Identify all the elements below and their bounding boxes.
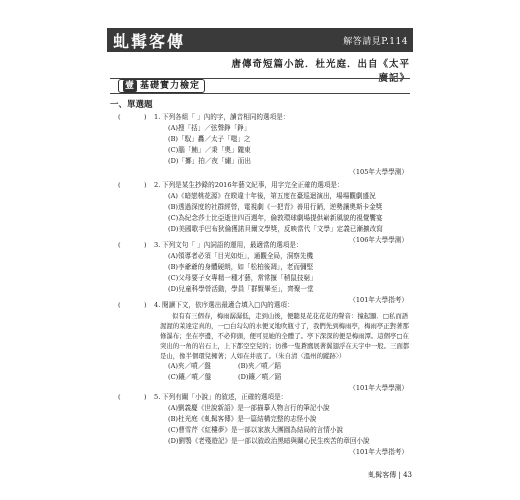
answer-paren-close: ) (144, 393, 147, 401)
question-number: 1. (154, 113, 161, 121)
question-source: （101年大學學測） (349, 384, 408, 392)
section-badge (118, 79, 205, 93)
question-stem: 下列有關「小說」的敘述，正確的選項是： (162, 393, 288, 401)
answer-paren-open: ( (118, 393, 121, 401)
section-number: 壹 (125, 81, 136, 91)
option-row (168, 372, 410, 383)
answer-paren-open: ( (118, 181, 121, 189)
question-5 (110, 392, 410, 458)
question-3 (110, 240, 410, 306)
option-a: (A)夾／噴／盤 (168, 362, 211, 370)
answer-reference: 解答請見P.114 (343, 37, 408, 47)
option-b: (B)李爺爺的身體硬朗，如「松柏後凋」，老而彌堅 (168, 263, 314, 271)
question-2 (110, 180, 410, 246)
option-d: (D)劉鶚《老殘遊記》是一部以敘政治黑暗與關心民生疾苦的章回小說 (168, 437, 370, 445)
question-stem: 下列是某生抄錄的2016年藝文紀事，用字完全正確的選項是： (162, 181, 344, 189)
option-c: (C)父母要子女專精一種才藝，常常揠「稍鼠技窮」 (168, 274, 317, 282)
option-d: (D)美國歌手巴布狄倫獲諾貝爾文學獎，反映當代「文學」定義已漸擴改寫 (168, 225, 383, 233)
option-b: (B)夾／噴／蹈 (238, 362, 281, 370)
question-4 (110, 300, 410, 394)
section-header (110, 78, 410, 94)
option-c: (C)腦「鮪」／秉「奧」隴東 (168, 146, 251, 154)
question-source: （106年大學學測） (349, 236, 408, 244)
option-b: (B)杜光庭《虬髯客傳》是一篇結構完整的志怪小說 (168, 415, 317, 423)
option-a: (A)劉義慶《世說新語》是一部描摹人物言行的筆記小說 (168, 404, 330, 412)
question-stem: 下列文句「 」內詞語的運用，最適當的選項是： (162, 241, 303, 249)
answer-paren-close: ) (144, 113, 147, 121)
option-d: (D)鑲／噴／蹈 (238, 373, 282, 381)
question-1 (110, 112, 410, 178)
option-a: (A)《暗戀桃花源》在睽違十年後，第五度在臺巡迴演出，場場觀劇盛況 (168, 192, 376, 200)
question-stem: 下列各組「 」內的字，讀音相同的選項是： (162, 113, 290, 121)
group-title: 一、單選題 (110, 100, 153, 110)
question-source: （105年大學學測） (349, 168, 408, 176)
option-c: (C)鑲／噴／盤 (168, 373, 212, 381)
answer-paren-close: ) (144, 241, 147, 249)
question-number: 3. (154, 241, 161, 249)
option-b: (B)透過深度的社群經營，電視劇《一把青》善用行銷，逆勢讓奧斯卡金獎 (168, 203, 383, 211)
answer-paren-open: ( (118, 301, 121, 309)
title-banner (107, 28, 413, 52)
question-number: 2. (154, 181, 161, 189)
section-label: 基礎實力檢定 (140, 81, 201, 91)
option-a: (A)領導者必須「目光如炬」，通觀全局，洞察先機 (168, 252, 314, 260)
option-c: (C)為紀念莎士比亞逝世四百週年，倫敦環球劇場提供嶄新風貌的視覺饗宴 (168, 214, 383, 222)
subtitle: 唐傳奇短篇小說．杜光庭．出自《太平廣記》 (231, 59, 410, 84)
answer-paren-open: ( (118, 113, 121, 121)
question-number: 5. (154, 393, 161, 401)
answer-paren-close: ) (144, 181, 147, 189)
option-b: (B)「馭」轟／太子「嗤」之 (168, 135, 251, 143)
page-title: 虬髯客傳 (113, 32, 186, 51)
page-footer: 虬髯客傳 | 43 (368, 471, 412, 479)
option-row (168, 361, 410, 372)
question-stem: 閱讀下文，依序選出最適合填入□內的選項： (162, 301, 294, 309)
option-a: (A)搜「括」／弦聲錚「錚」 (168, 124, 251, 132)
option-d: (D)兒童科學營活動，學員「群賢畢至」，齊聚一堂 (168, 285, 314, 293)
option-d: (D)「擲」拍／夜「繡」而出 (168, 157, 251, 165)
question-source: （101年大學指考） (349, 296, 408, 304)
question-source: （101年大學指考） (349, 448, 408, 456)
answer-paren-open: ( (118, 241, 121, 249)
answer-paren-close: ) (144, 301, 147, 309)
option-c: (C)曹雪芹《紅樓夢》是一部以家族大團圓為結局的言情小說 (168, 426, 344, 434)
question-number: 4. (154, 301, 161, 309)
reading-passage: 似有有三個春，梅雨潺潺低，走到山後，便聽見花花花花的聲音：撞起顯．□私而語渥渥的茉達定真的，一□白勾勾的水便叉地吹瓶寸了，我們先到梅雨亭，梅雨亭正對著那條瀑布；坐在亭邊，不必仰頭，便可見她的全體了。亭下深深的便是梅雨潭。這個亭□在突出的一角的岩石上，上下都空空兒的；彷彿一隻蒼鷹展著翼翅浮在天宇中一般。三面都是山，像半個環兒擁著；人如在井底了。（朱自清〈溫州的蹤跡〉） (160, 312, 410, 360)
